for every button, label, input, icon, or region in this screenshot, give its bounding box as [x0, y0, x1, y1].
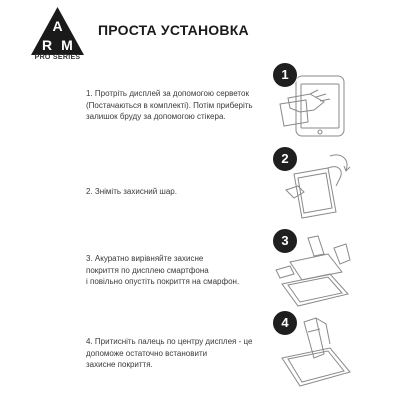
logo-letter-m: M [61, 37, 73, 53]
step-3-line: 3. Акуратно вирівняйте захисне [86, 254, 204, 263]
logo-subtitle: PRO SERIES [34, 54, 81, 61]
step-3-line: покриття по дисплею смартфона [86, 265, 209, 275]
step-4-instruction [86, 336, 268, 371]
page-title: ПРОСТА УСТАНОВКА [98, 22, 249, 38]
brand-logo [30, 6, 85, 62]
step-1-line: залишок бруду за допомогою стікера. [86, 112, 226, 121]
step-4-line: допоможе остаточно встановити [86, 348, 208, 358]
logo-letter-a: A [52, 18, 63, 34]
step-1-line: (Постачаються в комплекті). Потім приберіть [86, 100, 253, 110]
step-3-line: і повільно опустіть покриття на смарфон. [86, 277, 240, 286]
step-2-line: 2. Зніміть захисний шар. [86, 187, 177, 196]
logo-letter-r: R [41, 37, 53, 53]
step-1-instruction [86, 88, 268, 123]
logo-triangle-icon [30, 6, 85, 56]
step-4-line: 4. Притисніть палець по центру дисплея - це [86, 337, 253, 346]
step-2-badge: 2 [272, 146, 298, 172]
step-2-instruction [86, 186, 268, 198]
step-4-line: захисне покриття. [86, 360, 153, 369]
step-3-instruction [86, 253, 268, 288]
step-3-badge: 3 [272, 228, 298, 254]
step-1-badge: 1 [272, 62, 298, 88]
step-1-line: 1. Протріть дисплей за допомогою серветок [86, 89, 249, 98]
step-4-badge: 4 [272, 310, 298, 336]
